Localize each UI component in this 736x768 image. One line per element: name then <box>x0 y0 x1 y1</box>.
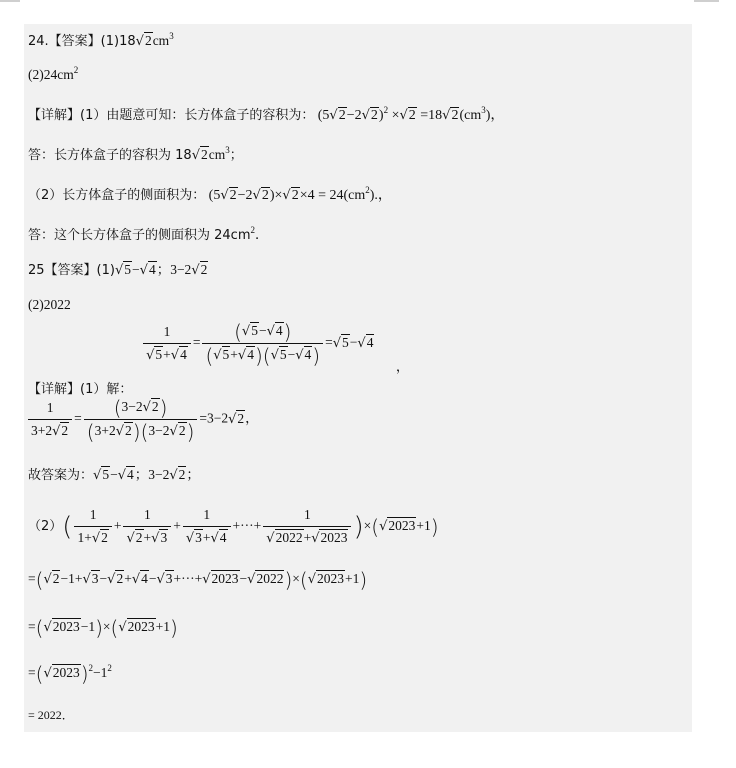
q25-final <box>28 706 74 724</box>
q24-answer-line-1 <box>28 32 174 51</box>
q24-answer-2: (2)24cm <box>28 67 74 82</box>
q25-answer-line-2 <box>28 296 71 314</box>
q25-part2-line-1: （2）( $\frac{1}{1+√2}$ + $\frac{1}{√2+√3}$ + $\frac{1}{√3+√4}$ +···+ $\frac{1}{√2022+√2023}$ )×(√2023+1) <box>28 507 439 546</box>
answer-1-prefix: 答：长方体盒子的容积为 18 <box>28 148 192 163</box>
q25-part2-line-3: =(√2023−1)×(√2023+1) <box>28 615 178 640</box>
unit-cm: cm <box>152 33 170 48</box>
q24-detail-1 <box>28 106 504 125</box>
q24-header: 24.【答案】(1)18 <box>28 34 136 49</box>
final-result: = 2022． <box>28 708 74 722</box>
answer-prefix: 故答案为： <box>28 468 94 483</box>
q25-part2-line-4: $=(√2023)^2-1^2$ <box>28 661 112 686</box>
exp-2: 2 <box>73 65 79 75</box>
q25-answer-summary: 故答案为：√5−√4；3−2√2； <box>28 467 200 483</box>
q25-detail-label: 【详解】(1）解： <box>28 381 133 397</box>
q25-detail-1: 【详解】(1）解： $\frac{1}{√5+√4}$ = $\frac{(√5-√4)}{(√5+√4)(√5-√4)}$ =√5−√4 ， <box>28 319 410 397</box>
q25-answer-2: (2)2022 <box>28 297 71 312</box>
q25-header: 25【答案】(1) <box>28 263 115 278</box>
top-rule-right <box>694 0 719 2</box>
part2-label: （2） <box>28 519 63 535</box>
q24-answer-line-2 <box>28 66 78 84</box>
detail-label: 【详解】(1）由题意可知：长方体盒子的容积为： <box>28 108 315 123</box>
detail-2-prefix: （2）长方体盒子的侧面积为： <box>28 188 206 203</box>
q25-part2-line-2: =(√2−1+√3−√2+√4−√3+···+√2023−√2022)×(√2023+1) <box>28 567 368 592</box>
q24-answer-text-2: 答：这个长方体盒子的侧面积为 $24cm^2$． <box>28 225 269 243</box>
exp-3: 3 <box>169 31 174 41</box>
top-rule-left <box>0 0 20 2</box>
q25-answer-line-1: 25【答案】(1)√5−√4；3−2√2 <box>28 262 208 278</box>
q24-detail-2: （2）长方体盒子的侧面积为： $(5√2-2√2)\times√2\times 4 = 24(cm^2)$.， <box>28 185 392 203</box>
sqrt-2: √2 <box>135 33 152 49</box>
detail-1-formula: $(5√2-2√2)^2 \times√2 =18√2(cm^3)$， <box>317 105 505 123</box>
q24-answer-text-1: 答：长方体盒子的容积为 $18√2cm^3$； <box>28 145 243 163</box>
q25-detail-2: $\frac{1}{3+2√2}$ = $\frac{(3-2√2)}{(3+2√2)(3-2√2)}$ =3−2√2， <box>28 398 259 441</box>
answer-2-text: 答：这个长方体盒子的侧面积为 24cm <box>28 228 251 243</box>
